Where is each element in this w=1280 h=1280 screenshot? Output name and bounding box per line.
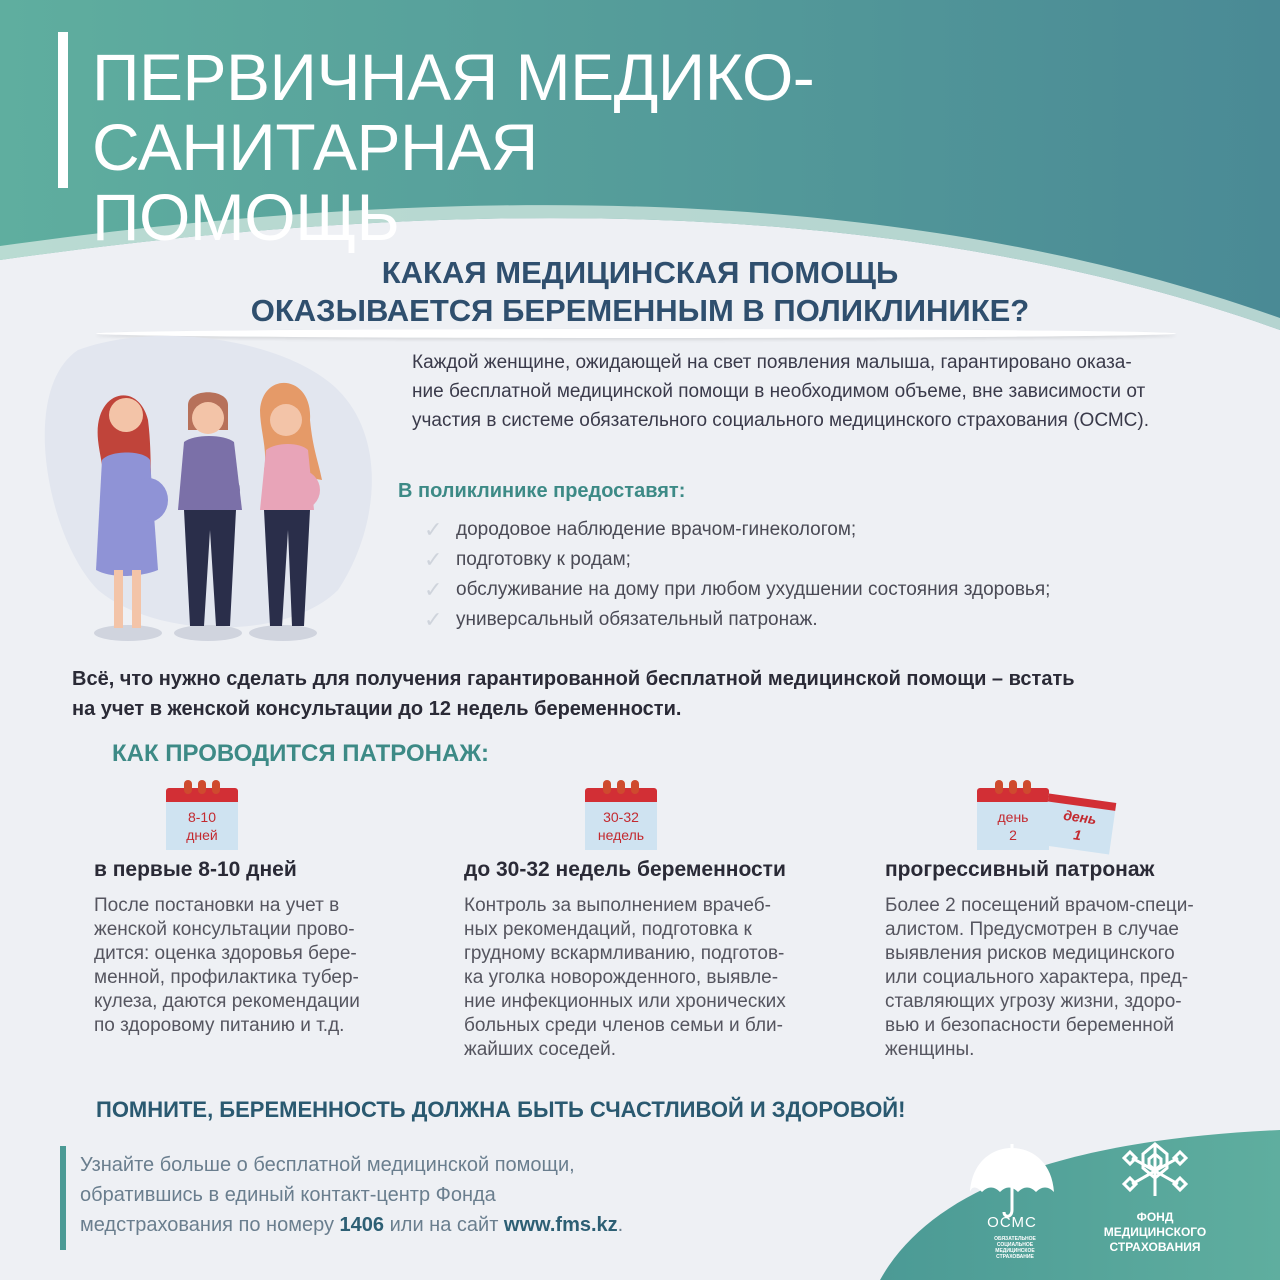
calendar-icon (166, 780, 238, 850)
column-text-line: ка уголка новорожденного, выявле- (464, 967, 779, 988)
intro-line: Каждой женщине, ожидающей на свет появления малыша, гарантировано оказа- (412, 352, 1132, 373)
column-text-line: по здоровому питанию и т.д. (94, 1015, 345, 1036)
section-title-line: ОКАЗЫВАЕТСЯ БЕРЕМЕННЫМ В ПОЛИКЛИНИКЕ? (250, 293, 1030, 328)
column-text (464, 894, 834, 1062)
services-heading: В поликлинике предоставят: (398, 480, 686, 502)
column-text-line: Более 2 посещений врачом-специ- (885, 895, 1194, 916)
contact-text-segment: . (617, 1214, 624, 1236)
note-line: на учет в женской консультации до 12 недель беременности. (72, 698, 682, 720)
patronage-column-30-32-weeks (464, 780, 824, 1070)
phone-number: 1406 (339, 1214, 385, 1236)
column-text-line: жайших соседей. (464, 1039, 616, 1060)
calendar-label: недель (597, 827, 645, 843)
checkmark-icon: ✓ (424, 607, 443, 632)
fms-logo-text (1100, 1210, 1210, 1255)
osms-logo-name: ОСМС (987, 1214, 1037, 1231)
calendar-icon (585, 780, 657, 850)
pregnant-women-illustration (38, 330, 388, 650)
column-text-line: выявления рисков медицинского (885, 943, 1175, 964)
calendar-label: 2 (1009, 827, 1017, 843)
contact-text-segment: или на сайт (384, 1214, 504, 1236)
column-text-line: женщины. (885, 1039, 975, 1060)
header-accent-bar (58, 32, 68, 188)
calendar-icon (977, 780, 1098, 850)
column-text-line: ние инфекционных или хронических (464, 991, 786, 1012)
snowflake-emblem-icon (1100, 1140, 1210, 1200)
fms-logo-line: СТРАХОВАНИЯ (1109, 1240, 1201, 1254)
column-text-line: вью и безопасности беременной (885, 1015, 1174, 1036)
page-title (92, 42, 1242, 252)
column-text (885, 894, 1255, 1062)
column-text-line: больных среди членов семьи и бли- (464, 1015, 783, 1036)
column-title: прогрессивный патронаж (885, 858, 1155, 881)
checkmark-icon: ✓ (424, 577, 443, 602)
column-text-line: грудному вскармливанию, подготов- (464, 943, 785, 964)
column-title: в первые 8-10 дней (94, 858, 297, 881)
calendar-label: день (997, 809, 1029, 825)
calendar-label: 1 (1072, 826, 1083, 844)
section-title-line: КАКАЯ МЕДИЦИНСКАЯ ПОМОЩЬ (381, 255, 899, 290)
contact-line: обратившись в единый контакт-центр Фонда (80, 1184, 496, 1206)
contact-text-segment: медстрахования по номеру (80, 1214, 340, 1236)
osms-logo-caption: ОБЯЗАТЕЛЬНОЕ СОЦИАЛЬНОЕ МЕДИЦИНСКОЕ СТРАХОВАНИЕ (994, 1236, 1036, 1260)
list-item (420, 605, 1240, 635)
calendar-label: 30-32 (603, 809, 639, 825)
column-text-line: ставляющих угрозу жизни, здоро- (885, 991, 1182, 1012)
calendar-label: дней (186, 827, 218, 843)
contact-line (80, 1210, 800, 1240)
contact-accent-bar (60, 1146, 66, 1250)
fms-logo-line: ФОНД (1136, 1210, 1174, 1224)
calendar-card-icon (1042, 794, 1117, 855)
intro-line: ние бесплатной медицинской помощи в необходимом объеме, вне зависимости от (412, 381, 1146, 402)
page-title-line: ПОМОЩЬ (92, 180, 400, 254)
column-text-line: дится: оценка здоровья бере- (94, 943, 357, 964)
list-item (420, 575, 1240, 605)
contact-line: Узнайте больше о бесплатной медицинской помощи, (80, 1154, 575, 1176)
calendar-label: 8-10 (187, 809, 217, 825)
checkmark-icon: ✓ (424, 547, 443, 572)
slogan: ПОМНИТЕ, БЕРЕМЕННОСТЬ ДОЛЖНА БЫТЬ СЧАСТЛИВОЙ И ЗДОРОВОЙ! (96, 1097, 906, 1122)
intro-paragraph (412, 348, 1262, 435)
list-item (420, 515, 1240, 545)
registration-note (72, 664, 1222, 724)
column-text-line: После постановки на учет в (94, 895, 340, 916)
calendar-label: день (1062, 806, 1098, 828)
column-text-line: Контроль за выполнением врачеб- (464, 895, 771, 916)
column-text-line: алистом. Предусмотрен в случае (885, 919, 1179, 940)
fms-logo (1100, 1140, 1210, 1265)
services-list (420, 515, 1240, 635)
checkmark-icon: ✓ (424, 517, 443, 542)
patronage-column-progressive (885, 780, 1245, 1070)
list-item-label: универсальный обязательный патронаж. (456, 609, 818, 630)
patronage-heading: КАК ПРОВОДИТСЯ ПАТРОНАЖ: (112, 740, 490, 767)
osms-logo (962, 1140, 1062, 1260)
section-title (0, 254, 1280, 330)
contact-info (80, 1150, 800, 1240)
fms-logo-line: МЕДИЦИНСКОГО (1103, 1225, 1207, 1239)
column-title: до 30-32 недель беременности (464, 858, 786, 881)
column-text-line: или социального характера, пред- (885, 967, 1189, 988)
patronage-column-first-days (94, 780, 454, 1070)
column-text-line: ных рекомендаций, подготовка к (464, 919, 752, 940)
page-title-line: ПЕРВИЧНАЯ МЕДИКО-САНИТАРНАЯ (92, 40, 815, 184)
list-item-label: подготовку к родам; (456, 549, 631, 570)
intro-line: участия в системе обязательного социального медицинского страхования (ОСМС). (412, 410, 1149, 431)
column-text-line: кулеза, даются рекомендации (94, 991, 360, 1012)
list-item (420, 545, 1240, 575)
list-item-label: дородовое наблюдение врачом-гинекологом; (456, 519, 857, 540)
column-text-line: менной, профилактика тубер- (94, 967, 359, 988)
website-link[interactable]: www.fms.kz (503, 1214, 618, 1236)
column-text (94, 894, 464, 1038)
note-line: Всё, что нужно сделать для получения гарантированной бесплатной медицинской помощи – встать (72, 668, 1075, 690)
column-text-line: женской консультации прово- (94, 919, 355, 940)
list-item-label: обслуживание на дому при любом ухудшении состояния здоровья; (456, 579, 1051, 600)
